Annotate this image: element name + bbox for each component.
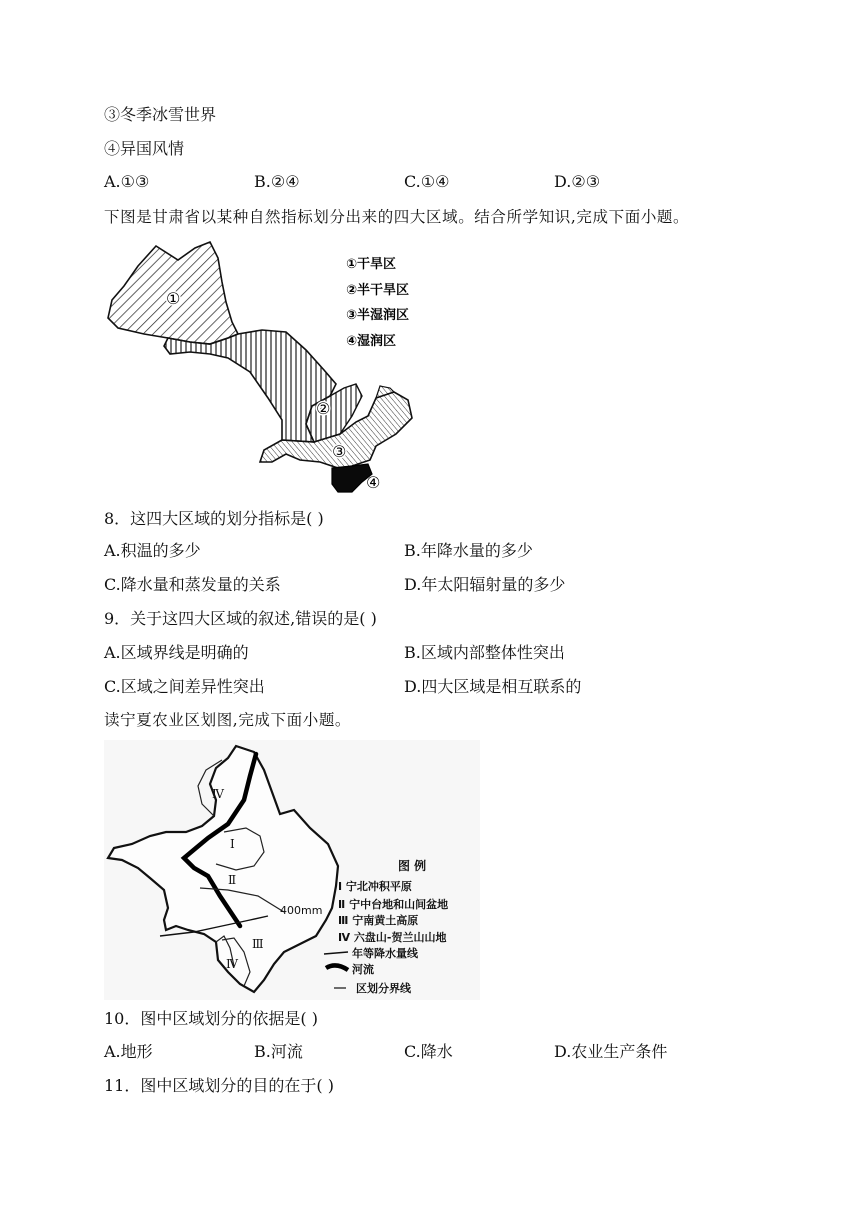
gansu-legend-3: ③半湿润区 bbox=[346, 308, 410, 323]
q7-option-a: A.①③ bbox=[104, 172, 150, 191]
gansu-legend-1: ①干旱区 bbox=[346, 257, 397, 272]
gansu-legend-4: ④湿润区 bbox=[346, 334, 397, 349]
ningxia-map-figure bbox=[104, 740, 480, 1000]
q7-item-4: ④异国风情 bbox=[104, 139, 185, 158]
q7-option-c: C.①④ bbox=[404, 172, 450, 191]
ningxia-intro: 读宁夏农业区划图,完成下面小题。 bbox=[104, 711, 352, 729]
q9-stem: 9．关于这四大区域的叙述,错误的是( ) bbox=[104, 609, 377, 628]
q10-option-a: A.地形 bbox=[104, 1042, 153, 1061]
q9-option-a: A.区域界线是明确的 bbox=[104, 643, 249, 662]
q11-stem: 11．图中区域划分的目的在于( ) bbox=[104, 1076, 334, 1095]
q10-option-d: D.农业生产条件 bbox=[554, 1042, 668, 1061]
mark-iv-north: Ⅳ bbox=[212, 787, 224, 801]
q10-option-b: B.河流 bbox=[254, 1042, 303, 1061]
ningxia-legend-5: 年等降水量线 bbox=[352, 947, 418, 960]
gansu-map-figure bbox=[100, 238, 440, 496]
mark-4: ④ bbox=[366, 473, 381, 492]
ningxia-legend-3: Ⅲ 宁南黄土高原 bbox=[338, 914, 419, 927]
mark-iv-south: Ⅳ bbox=[226, 957, 238, 971]
q8-stem: 8．这四大区域的划分指标是( ) bbox=[104, 509, 324, 528]
q7-option-b: B.②④ bbox=[254, 172, 300, 191]
q10-option-c: C.降水 bbox=[404, 1042, 453, 1061]
ningxia-legend-title: 图 例 bbox=[398, 859, 427, 873]
ningxia-legend-4: Ⅳ 六盘山-贺兰山山地 bbox=[338, 931, 447, 944]
ningxia-legend-7: 区划分界线 bbox=[356, 982, 411, 995]
q8-option-b: B.年降水量的多少 bbox=[404, 541, 533, 560]
q9-option-b: B.区域内部整体性突出 bbox=[404, 643, 565, 662]
q7-item-3: ③冬季冰雪世界 bbox=[104, 105, 217, 124]
ningxia-map bbox=[104, 740, 480, 1000]
q7-option-d: D.②③ bbox=[554, 172, 601, 191]
mark-iii: Ⅲ bbox=[252, 937, 264, 951]
q8-option-d: D.年太阳辐射量的多少 bbox=[404, 575, 566, 594]
mark-i: Ⅰ bbox=[230, 837, 235, 851]
isohyet-label: 400mm bbox=[280, 904, 323, 917]
mark-2: ② bbox=[316, 399, 331, 418]
ningxia-legend-1: Ⅰ 宁北冲积平原 bbox=[338, 880, 412, 893]
q9-option-c: C.区域之间差异性突出 bbox=[104, 677, 265, 696]
q8-option-c: C.降水量和蒸发量的关系 bbox=[104, 575, 281, 594]
mark-1: ① bbox=[166, 289, 181, 308]
q9-option-d: D.四大区域是相互联系的 bbox=[404, 677, 582, 696]
ningxia-legend-6: 河流 bbox=[352, 963, 374, 976]
ningxia-legend-2: Ⅱ 宁中台地和山间盆地 bbox=[338, 898, 449, 911]
gansu-map bbox=[100, 238, 440, 496]
mark-ii: Ⅱ bbox=[228, 873, 237, 887]
gansu-intro: 下图是甘肃省以某种自然指标划分出来的四大区域。结合所学知识,完成下面小题。 bbox=[104, 208, 690, 226]
q10-stem: 10．图中区域划分的依据是( ) bbox=[104, 1009, 318, 1028]
gansu-legend-2: ②半干旱区 bbox=[346, 283, 410, 298]
q8-option-a: A.积温的多少 bbox=[104, 541, 201, 560]
mark-3: ③ bbox=[332, 442, 347, 461]
